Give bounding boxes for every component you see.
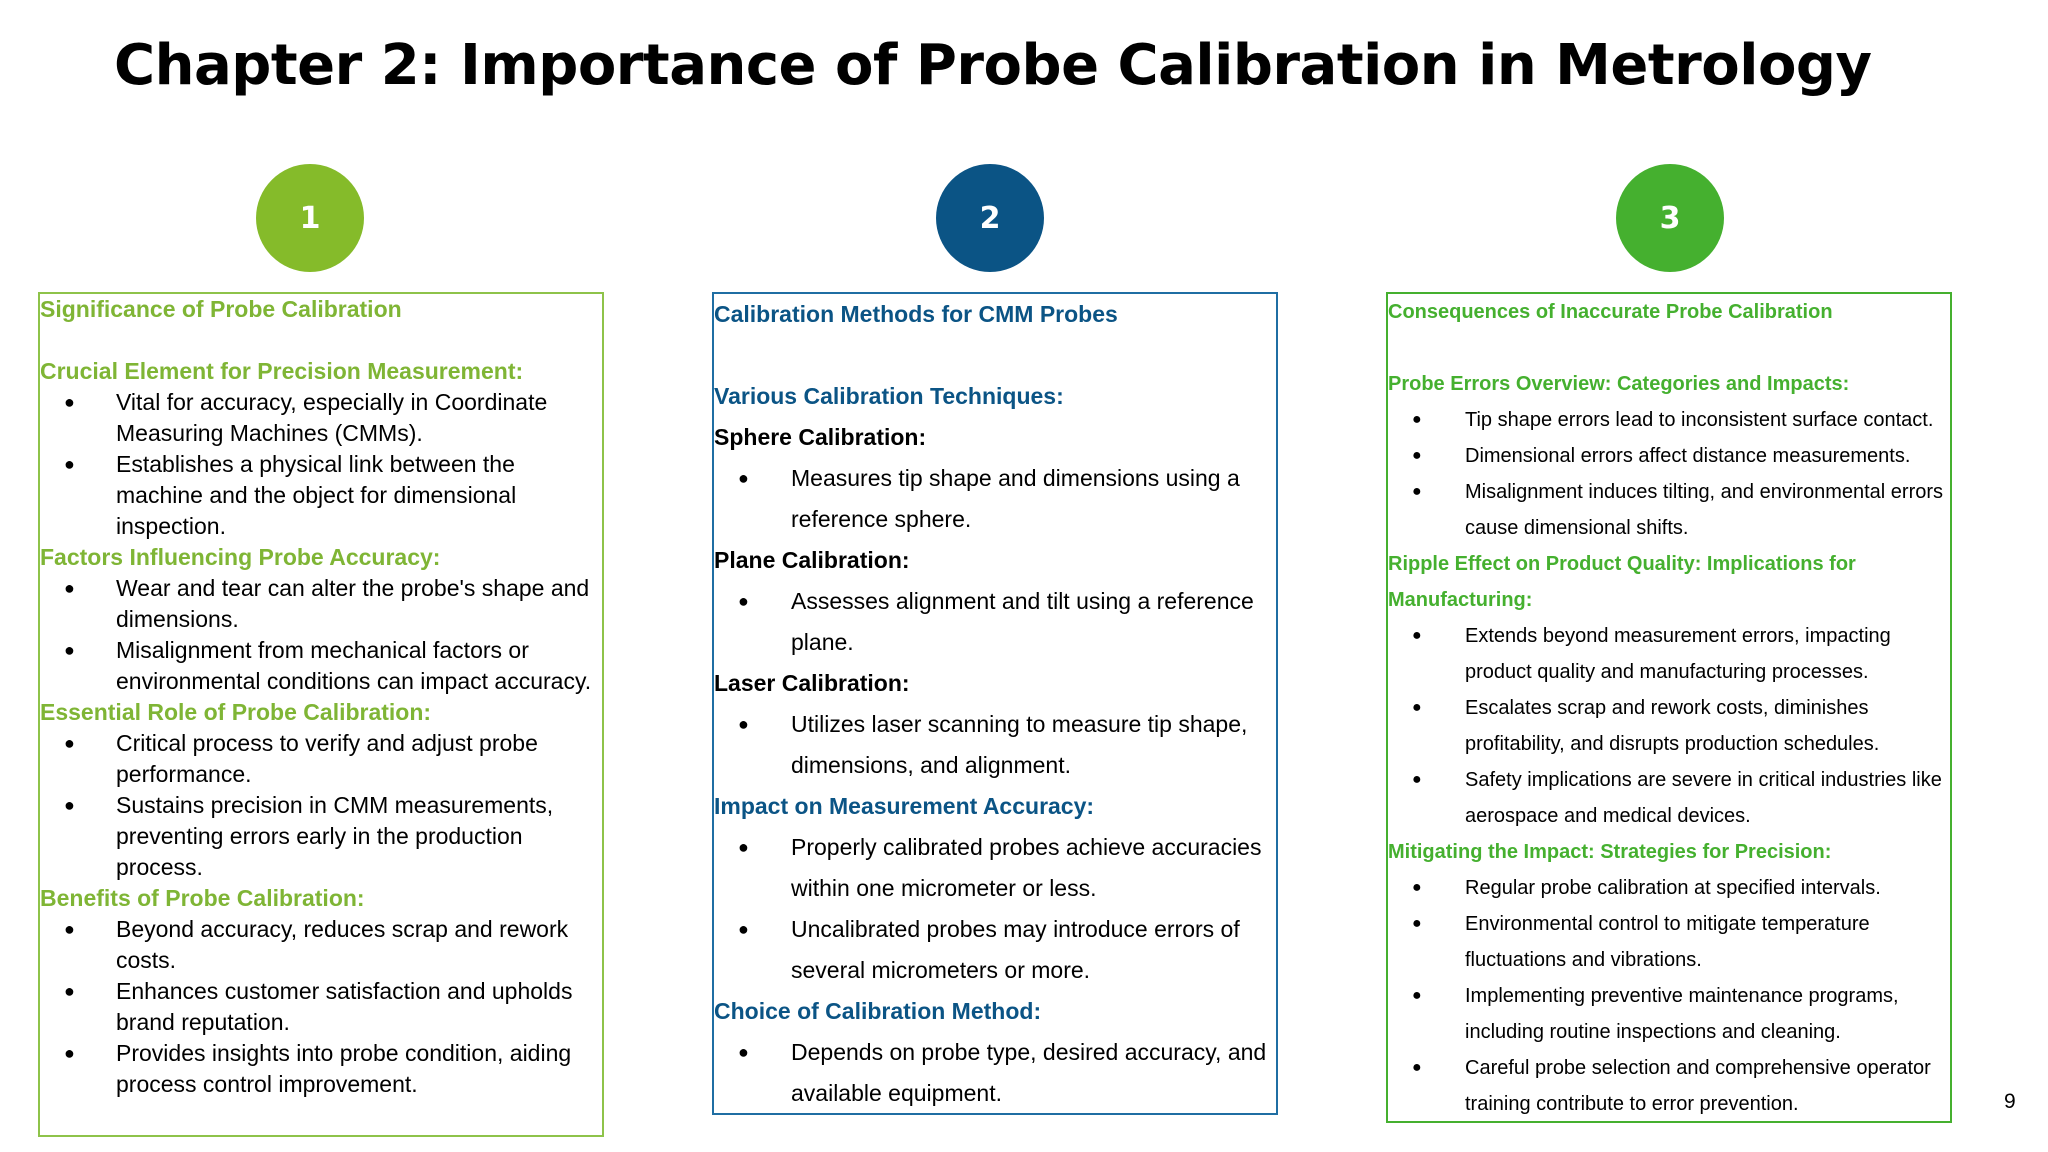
section-heading: Mitigating the Impact: Strategies for Precision: xyxy=(1388,841,1832,863)
list-item: ● Escalates scrap and rework costs, diminishes profitability, and disrupts production schedules. xyxy=(1388,690,1950,762)
list-item: ● Utilizes laser scanning to measure tip shape, dimensions, and alignment. xyxy=(714,704,1276,786)
list-item: ● Uncalibrated probes may introduce errors of several micrometers or more. xyxy=(714,909,1276,991)
section-heading: Crucial Element for Precision Measurement: xyxy=(40,358,524,384)
bullet-list xyxy=(714,581,1276,663)
subsection-label: Plane Calibration: xyxy=(714,547,910,573)
section-heading: Impact on Measurement Accuracy: xyxy=(714,793,1095,819)
list-item: ● Provides insights into probe condition, aiding process control improvement. xyxy=(40,1038,602,1100)
bullet-list xyxy=(40,914,602,1100)
page-title: Chapter 2: Importance of Probe Calibration in Metrology xyxy=(114,33,1872,98)
list-item: ● Vital for accuracy, especially in Coordinate Measuring Machines (CMMs). xyxy=(40,387,602,449)
list-item: ● Beyond accuracy, reduces scrap and rework costs. xyxy=(40,914,602,976)
card-calibration-methods xyxy=(712,292,1278,1115)
list-item: ● Careful probe selection and comprehensive operator training contribute to error prevention. xyxy=(1388,1050,1950,1122)
section-heading: Choice of Calibration Method: xyxy=(714,998,1042,1024)
bullet-list xyxy=(1388,402,1950,546)
list-item: ● Establishes a physical link between the machine and the object for dimensional inspection. xyxy=(40,449,602,542)
list-item: ● Misalignment induces tilting, and environmental errors cause dimensional shifts. xyxy=(1388,474,1950,546)
section-heading: Various Calibration Techniques: xyxy=(714,383,1064,409)
card-title: Calibration Methods for CMM Probes xyxy=(714,301,1118,327)
list-item: ● Dimensional errors affect distance measurements. xyxy=(1388,438,1950,474)
list-item: ● Sustains precision in CMM measurements, preventing errors early in the production process. xyxy=(40,790,602,883)
subsection-label: Sphere Calibration: xyxy=(714,424,927,450)
section-heading: Factors Influencing Probe Accuracy: xyxy=(40,544,441,570)
bullet-list xyxy=(1388,870,1950,1122)
card-significance xyxy=(38,292,604,1137)
list-item: ● Misalignment from mechanical factors or environmental conditions can impact accuracy. xyxy=(40,635,602,697)
bullet-list xyxy=(40,728,602,883)
bullet-list xyxy=(714,704,1276,786)
list-item: ● Wear and tear can alter the probe's shape and dimensions. xyxy=(40,573,602,635)
list-item: ● Implementing preventive maintenance programs, including routine inspections and cleaning. xyxy=(1388,978,1950,1050)
section-heading: Probe Errors Overview: Categories and Impacts: xyxy=(1388,373,1850,395)
list-item: ● Critical process to verify and adjust probe performance. xyxy=(40,728,602,790)
list-item: ● Assesses alignment and tilt using a reference plane. xyxy=(714,581,1276,663)
list-item: ● Enhances customer satisfaction and upholds brand reputation. xyxy=(40,976,602,1038)
step-number-badge-3: 3 xyxy=(1616,164,1724,272)
list-item: ● Safety implications are severe in critical industries like aerospace and medical devices. xyxy=(1388,762,1950,834)
bullet-list xyxy=(714,827,1276,991)
list-item: ● Depends on probe type, desired accuracy, and available equipment. xyxy=(714,1032,1276,1114)
section-heading: Essential Role of Probe Calibration: xyxy=(40,699,432,725)
step-number-badge-1: 1 xyxy=(256,164,364,272)
section-heading: Benefits of Probe Calibration: xyxy=(40,885,365,911)
list-item: ● Environmental control to mitigate temperature fluctuations and vibrations. xyxy=(1388,906,1950,978)
card-title: Significance of Probe Calibration xyxy=(40,296,402,322)
list-item: ● Properly calibrated probes achieve accuracies within one micrometer or less. xyxy=(714,827,1276,909)
list-item: ● Extends beyond measurement errors, impacting product quality and manufacturing processes. xyxy=(1388,618,1950,690)
subsection-label: Laser Calibration: xyxy=(714,670,910,696)
page-number: 9 xyxy=(2004,1090,2016,1113)
bullet-list xyxy=(40,573,602,697)
list-item: ● Regular probe calibration at specified intervals. xyxy=(1388,870,1950,906)
bullet-list xyxy=(714,1032,1276,1114)
bullet-list xyxy=(40,387,602,542)
card-consequences xyxy=(1386,292,1952,1123)
list-item: ● Tip shape errors lead to inconsistent surface contact. xyxy=(1388,402,1950,438)
step-number-badge-2: 2 xyxy=(936,164,1044,272)
list-item: ● Measures tip shape and dimensions using a reference sphere. xyxy=(714,458,1276,540)
card-title: Consequences of Inaccurate Probe Calibration xyxy=(1388,301,1833,323)
section-heading: Ripple Effect on Product Quality: Implications for Manufacturing: xyxy=(1388,553,1856,611)
bullet-list xyxy=(714,458,1276,540)
bullet-list xyxy=(1388,618,1950,834)
